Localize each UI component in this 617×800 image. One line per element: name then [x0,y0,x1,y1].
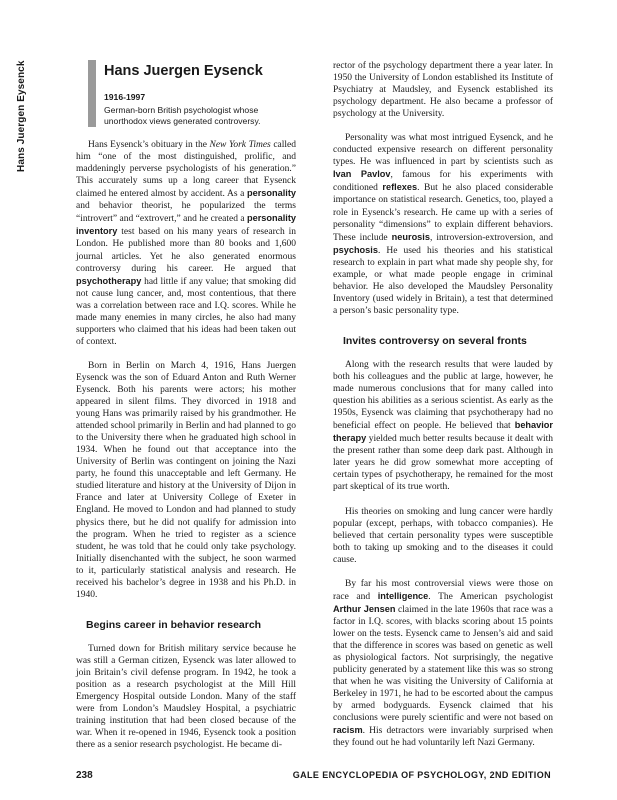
book-title: GALE ENCYCLOPEDIA OF PSYCHOLOGY, 2ND EDITION [292,770,551,780]
paragraph: rector of the psychology department there a year later. In 1950 the University of London established its Institute of Psychiatry at Maudsley, and Eysenck established its psychology department. He also became a professor of psychology at the University. [333,61,553,120]
glossary-term: neurosis [391,231,430,242]
glossary-term: racism [333,725,363,736]
section-heading: Invites controversy on several fronts [343,334,527,347]
italic-text: New York Times [209,140,271,151]
left-column [76,60,296,763]
side-tab-label: Hans Juergen Eysenck [16,60,27,172]
paragraph: His theories on smoking and lung cancer were hardly popular (except, perhaps, with tobacco companies). He believed that certain personality types were susceptible both to taking up smoking and to the diseases it could cause. [333,506,553,565]
glossary-term: personality inventory [76,213,296,237]
entry-description: German-born British psychologist whose unorthodox views generated controversy. [104,105,261,127]
glossary-term: behavior therapy [333,420,553,444]
glossary-term: Arthur Jensen [333,603,396,614]
glossary-term: intelligence [377,590,429,601]
side-tab [16,62,30,172]
glossary-term: personality [246,188,296,199]
entry-title: Hans Juergen Eysenck [104,63,263,79]
right-column [333,60,553,761]
page-number: 238 [76,770,93,781]
paragraph: Born in Berlin on March 4, 1916, Hans Juergen Eysenck was the son of Eduard Anton and Ruth Werner Eysenck. Both his parents were actors; his mother appeared in silent films. They divorced in 1918 and young Hans was primarily raised by his grandmother. He attended school primarily in Berlin and had planned to go to the University there when he graduated high school in 1934. When he found out that acceptance into the University of Berlin was contingent on joining the Nazi party, he found this unacceptable and left Germany. He studied literature and history at the University of Dijon in France and later at University College of Exeter in England. He moved to London and had planned to study physics there, but he did not qualify for admission into the program. When he tried to register as a science student, he was told that he could only take psychology. Initially disenchanted with the subject, he soon warmed to it, particularly statistical analysis and research. He received his bachelor’s degree in 1938 and his Ph.D. in 1940. [76,360,296,600]
entry-dates: 1916-1997 [104,92,146,103]
paragraph: Personality was what most intrigued Eysenck, and he conducted expensive research on different personality types. He was influenced in part by scientists such as Ivan Pavlov, famous for his experiments with conditioned reflexes. But he also placed considerable importance on statistical research. Genetics, too, played a role in Eysenck’s research. He came up with a series of personality “dimensions” to explain different behaviors. These include neurosis, introversion-extroversion, and psychosis. He used his theories and his statistical research to explain in part what made shy people shy, for example, or what made people engage in criminal behavior. He also developed the Maudsley Personality Inventory (used widely in Britain), a test that determined a person’s basic personality type. [333,133,553,316]
paragraph: Along with the research results that were lauded by both his colleagues and the public at large, however, he made numerous conclusions that for many called into question his abilities as a serious scientist. As early as the 1950s, Eysenck was claiming that psychotherapy had no beneficial effect on people. He believed that behavior therapy yielded much better results because it dealt with the present rather than some deep dark past. Although in later years he did grow somewhat more accepting of certain types of psychotherapy, he remained for the most part skeptical of its true worth. [333,359,553,493]
paragraph: Turned down for British military service because he was still a German citizen, Eysenck was later allowed to join Britain’s civil defense program. In 1942, he took a position as a research psychologist at the Mill Hill Emergency Hospital outside London. Many of the staff were from London’s Maudsley Hospital, a psychiatric training institution that had been closed because of the war. When it re-opened in 1946, Eysenck took a position there as a senior research psychologist. He became di- [76,643,296,751]
glossary-term: Ivan Pavlov [333,169,391,180]
section-heading: Begins career in behavior research [86,618,262,631]
entry-header [88,60,296,127]
glossary-term: psychotherapy [76,275,142,286]
paragraph: By far his most controversial views were those on race and intelligence. The American psychologist Arthur Jensen claimed in the late 1960s that race was a factor in I.Q. scores, with blacks scoring about 15 points lower on the tests. Eysenck came to Jensen’s aid and said that the difference in scores was based on genetic as well as physiological factors. Not surprisingly, the negative publicity generated by a statement like this was so strong that when he was visiting the University of California at Berkeley in 1971, he had to be escorted about the campus by armed bodyguards. Eysenck claimed that his conclusions were purely scientific and were not based on racism. His detractors were invariably surprised when they found out he had voluntarily left Nazi Germany. [333,578,554,749]
glossary-term: psychosis [333,244,378,255]
glossary-term: reflexes [382,182,418,193]
paragraph: Hans Eysenck’s obituary in the New York Times called him “one of the most distinguished, prolific, and maddeningly perverse psychologists of his generation.” This accurately sums up a long career that Eysenck claimed he entered almost by accident. As a personality and behavior theorist, he popularized the terms “introvert” and “extrovert,” and he created a personality inventory test based on his many years of research in London. He published more than 80 books and 1,600 journal articles. Yet he also generated enormous controversy during his career. He argued that psychotherapy had little if any value; that smoking did not cause lung cancer, and, most contentious, that there was a correlation between race and I.Q. scores. While he made many enemies in many circles, he also had many supporters who claimed that his ideas had been taken out of context. [76,140,297,347]
